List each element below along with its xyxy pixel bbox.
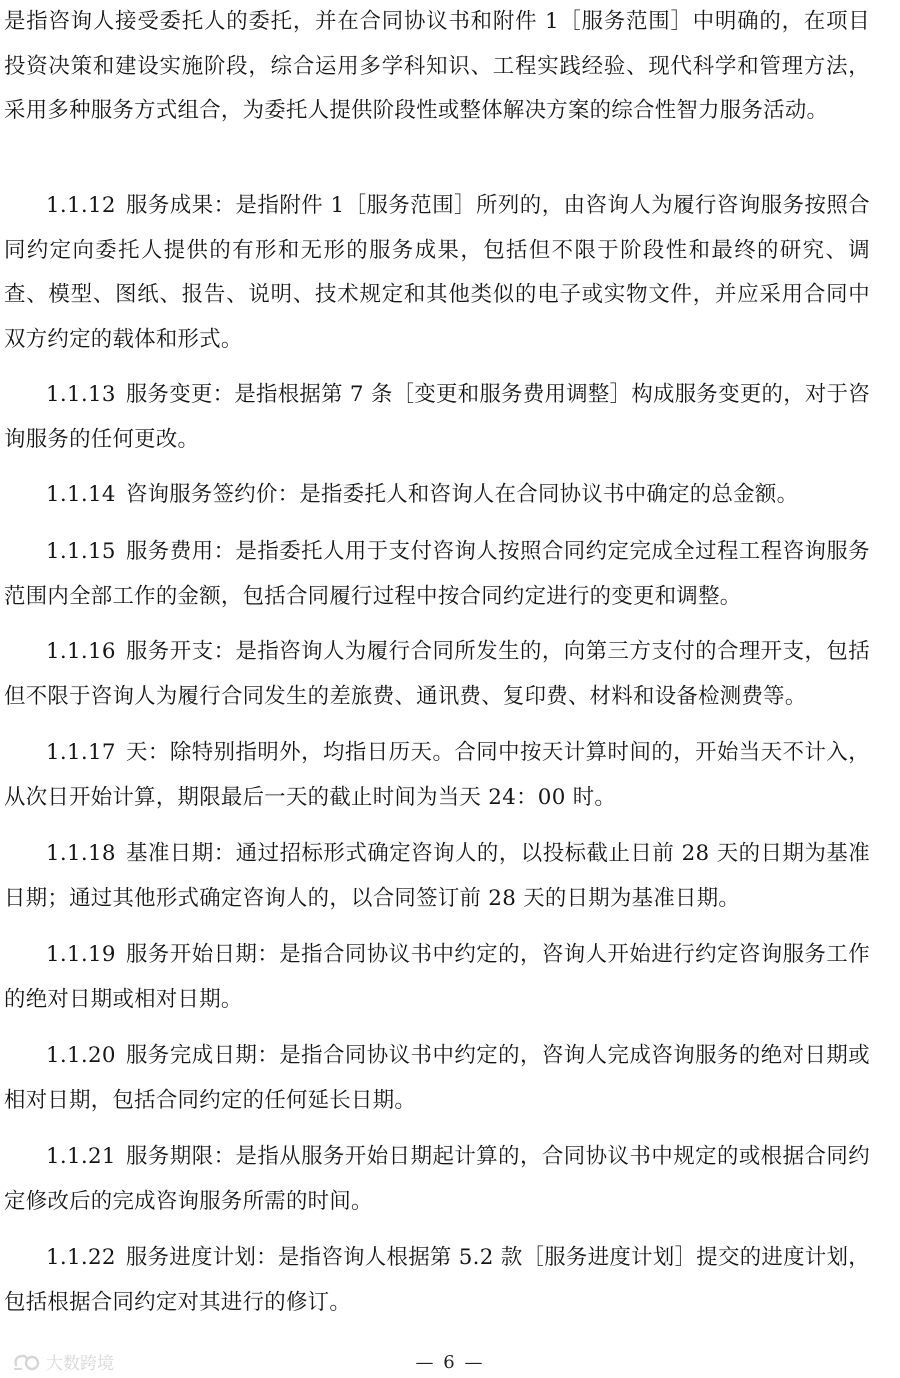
clause-1-1-22: [4, 1236, 870, 1325]
clause-1-1-13: [4, 373, 870, 462]
clause-number: 1.1.13: [46, 382, 116, 407]
clause-number: 1.1.19: [46, 942, 116, 967]
clause-number: 1.1.16: [46, 639, 116, 664]
clause-number: 1.1.15: [46, 539, 116, 564]
clause-number: 1.1.14: [46, 482, 116, 507]
clause-text: 天：除特别指明外，均指日历天。合同中按天计算时间的，开始当天不计入，从次日开始计算，期限最后一天的截止时间为当天 24：00 时。: [4, 740, 870, 810]
clause-1-1-17: [4, 731, 870, 820]
clause-text: 服务开始日期：是指合同协议书中约定的，咨询人开始进行约定咨询服务工作的绝对日期或相对日期。: [4, 942, 870, 1012]
clause-1-1-20: [4, 1034, 870, 1123]
paragraph-text: 是指咨询人接受委托人的委托，并在合同协议书和附件 1［服务范围］中明确的，在项目投资决策和建设实施阶段，综合运用多学科知识、工程实践经验、现代科学和管理方法，采用多种服务方式组合，为委托人提供阶段性或整体解决方案的综合性智力服务活动。: [4, 9, 870, 123]
watermark-text: 大数跨境: [46, 1354, 114, 1374]
clause-text: 基准日期：通过招标形式确定咨询人的，以投标截止日前 28 天的日期为基准日期；通过其他形式确定咨询人的，以合同签订前 28 天的日期为基准日期。: [4, 841, 870, 911]
clause-1-1-15: [4, 530, 870, 619]
clause-1-1-18: [4, 832, 870, 921]
clause-text: 服务开支：是指咨询人为履行合同所发生的，向第三方支付的合理开支，包括但不限于咨询人为履行合同发生的差旅费、通讯费、复印费、材料和设备检测费等。: [4, 639, 870, 709]
clause-1-1-19: [4, 933, 870, 1022]
clause-1-1-21: [4, 1135, 870, 1224]
clause-number: 1.1.17: [46, 740, 116, 765]
clause-number: 1.1.22: [46, 1245, 116, 1270]
clause-number: 1.1.20: [46, 1043, 116, 1068]
clause-text: 服务变更：是指根据第 7 条［变更和服务费用调整］构成服务变更的，对于咨询服务的任何更改。: [4, 382, 870, 452]
clause-text: 服务成果：是指附件 1［服务范围］所列的，由咨询人为履行咨询服务按照合同约定向委托人提供的有形和无形的服务成果，包括但不限于阶段性和最终的研究、调查、模型、图纸、报告、说明、技术规定和其他类似的电子或实物文件，并应采用合同中双方约定的载体和形式。: [4, 193, 870, 352]
clause-1-1-14: [4, 473, 870, 518]
clause-text: 服务完成日期：是指合同协议书中约定的，咨询人完成咨询服务的绝对日期或相对日期，包括合同约定的任何延长日期。: [4, 1043, 870, 1113]
clause-1-1-12: [4, 184, 870, 362]
clause-text: 服务期限：是指从服务开始日期起计算的，合同协议书中规定的或根据合同约定修改后的完成咨询服务所需的时间。: [4, 1144, 870, 1214]
paragraph-continuation: [4, 0, 870, 134]
page-number: — 6 —: [415, 1352, 485, 1373]
clause-text: 服务费用：是指委托人用于支付咨询人按照合同约定完成全过程工程咨询服务范围内全部工作的金额，包括合同履行过程中按合同约定进行的变更和调整。: [4, 539, 870, 609]
clause-text: 服务进度计划：是指咨询人根据第 5.2 款［服务进度计划］提交的进度计划，包括根据合同约定对其进行的修订。: [4, 1245, 870, 1315]
clause-1-1-16: [4, 630, 870, 719]
clause-number: 1.1.18: [46, 841, 116, 866]
clause-number: 1.1.21: [46, 1144, 116, 1169]
clause-text: 咨询服务签约价：是指委托人和咨询人在合同协议书中确定的总金额。: [125, 482, 799, 507]
clause-number: 1.1.12: [46, 193, 116, 218]
